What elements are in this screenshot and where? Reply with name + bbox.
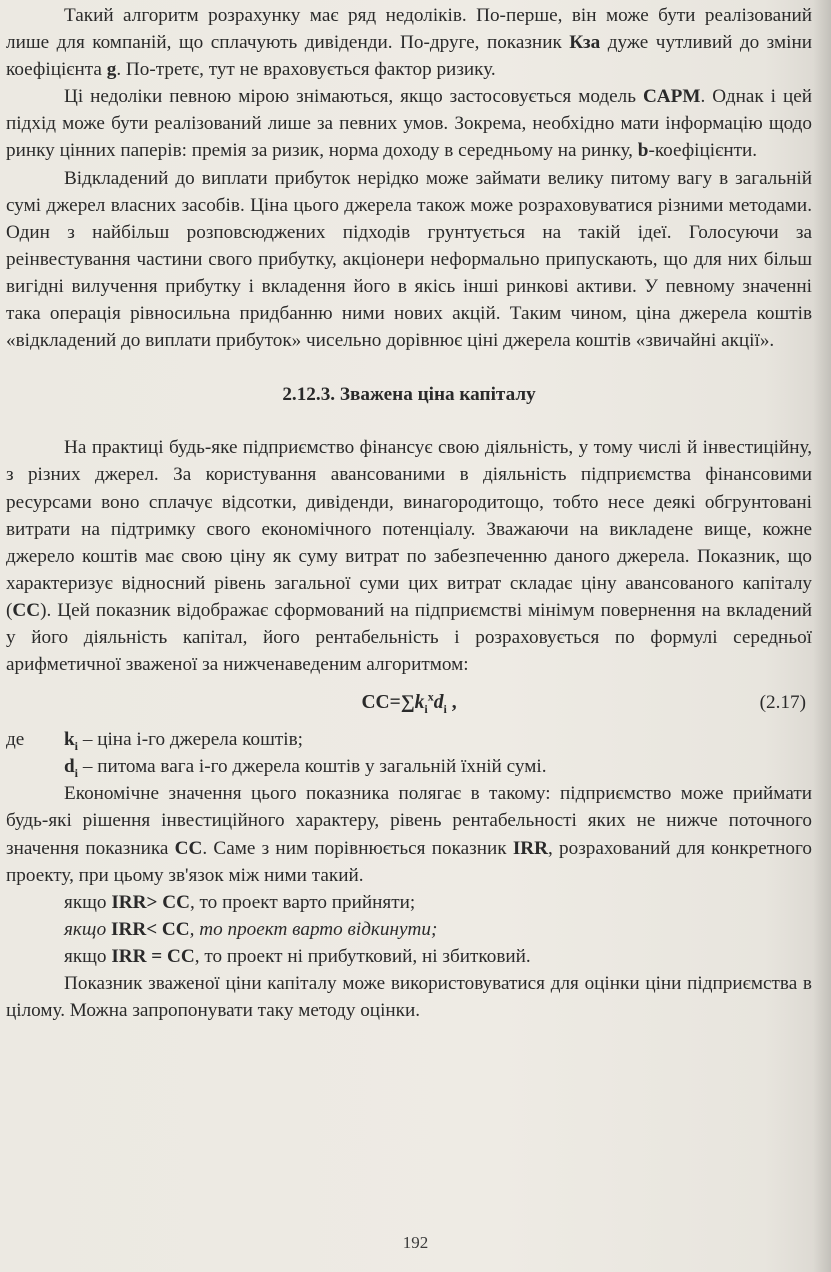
paragraph-1: Такий алгоритм розрахунку має ряд недоліків. По-перше, він може бути реалізований лише для компаній, що сплачують дивіденди. По-друге, показник Кза дуже чутливий до зміни коефіцієнта g. По-третє, тут не враховується фактор ризику. xyxy=(6,5,812,81)
page-number: 192 xyxy=(402,1233,429,1252)
term-g: g xyxy=(106,59,117,81)
condition-neutral: якщо IRR = CC, то проект ні прибутковий, ні збитковий. xyxy=(64,945,531,967)
equation-number: (2.17) xyxy=(759,692,806,714)
formula-row xyxy=(6,686,812,720)
paragraph-5: Економічне значення цього показника полягає в такому: підприємство може приймати будь-які рішення інвестиційного характеру, рівень рентабельності яких не нижче поточного значення показника CC. Саме з ним порівнюється показник IRR, розрахований для конкретного проекту, при цьому зв'язок між ними такий. xyxy=(6,783,813,886)
definition-k: де $k_i$ – ціна і-го джерела коштів; xyxy=(6,726,812,753)
condition-reject: якщо IRR< CC, то проект варто відкинути; xyxy=(64,918,438,940)
page-edge-shadow xyxy=(813,0,831,1272)
paragraph-6: Показник зваженої ціни капіталу може використовуватися для оцінки ціни підприємства в цілому. Можна запропонувати таку методу оцінки. xyxy=(6,973,812,1022)
where-label: де xyxy=(6,729,25,751)
page-content xyxy=(6,2,812,1024)
condition-accept: якщо IRR> CC, то проект варто прийняти; xyxy=(64,891,416,913)
paragraph-2: Ці недоліки певною мірою знімаються, якщо застосовується модель CAPM. Однак і цей підхід може бути реалізований лише за певних умов. Зокрема, необхідно мати інформацію щодо ринку цінних паперів: премія за ризик, норма доходу в середньому на ринку, b-коефіцієнти. xyxy=(6,86,812,162)
paragraph-3: Відкладений до виплати прибуток нерідко може займати велику питому вагу в загальній сумі джерел власних засобів. Ціна цього джерела також може розраховуватися різними методами. Один з найбільш розповсюджених підходів грунтується на такій ідеї. Голосуючи за реінвестування частини свого прибутку, акціонери неформально припускають, що для них більш вигідні вилучення прибутку і вкладення його в якісь інші ринкові активи. У певному значенні така операція рівносильна придбанню ними нових акцій. Таким чином, ціна джерела коштів «відкладений до виплати прибуток» чисельно дорівнює ціні джерела коштів «звичайні акції». xyxy=(6,167,812,352)
term-cc: CC xyxy=(174,837,203,859)
definition-d: $d_i$ – питома вага і-го джерела коштів у загальній їхній сумі. xyxy=(64,756,547,781)
term-kza: Кза xyxy=(569,32,601,54)
formula: $CC=\sum k_i^xd_i$ , xyxy=(361,689,457,717)
term-b: b xyxy=(637,140,649,162)
term-irr: IRR xyxy=(512,837,549,859)
paragraph-4: На практиці будь-яке підприємство фінансує свою діяльність, у тому числі й інвестиційну, з різних джерел. За користування авансованими в діяльність підприємства фінансовими ресурсами воно сплачує відсотки, дивіденди, винагородитощо, тобто несе деякі обгрунтовані витрати на підтримку свого економічного потенціалу. Зважаючи на викладене вище, кожне джерело коштів має свою ціну як суму витрат по забезпеченню даного джерела. Показник, що характеризує відносний рівень загальної суми цих витрат складає ціну авансованого капіталу (CC). Цей показник відображає сформований на підприємстві мінімум повернення на вкладений у його діяльність капітал, його рентабельність і розраховується по формулі середньої арифметичної зваженої за нижченаведеним алгоритмом: xyxy=(6,437,812,676)
section-heading: 2.12.3. Зважена ціна капіталу xyxy=(282,384,536,406)
term-cc: CC xyxy=(12,599,41,621)
term-capm: CAPM xyxy=(642,86,701,108)
